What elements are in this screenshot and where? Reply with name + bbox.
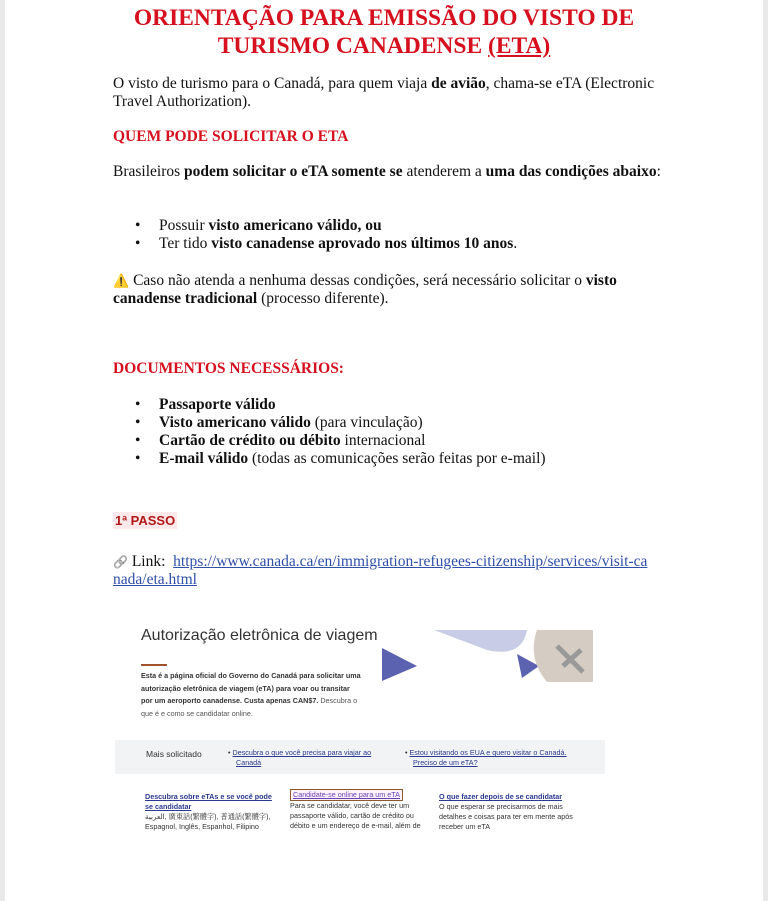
list-item: • Possuir visto americano válido, ou bbox=[113, 217, 673, 235]
apply-online-link[interactable]: Candidate-se online para um eTA bbox=[290, 789, 403, 801]
list-item: • E-mail válido (todas as comunicações serão feitas por e-mail) bbox=[113, 450, 673, 468]
warning-paragraph: ⚠️ Caso não atenda a nenhuma dessas condições, será necessário solicitar o visto canadense tradicional (processo diferente). bbox=[113, 272, 617, 307]
list-item: • Visto americano válido (para vinculação) bbox=[113, 414, 673, 432]
card: O que fazer depois de se candidatar O que esperar se precisarmos de mais detalhes e coisas para ter em mente após receber um eTA bbox=[439, 792, 573, 831]
link-icon: 🔗 bbox=[113, 555, 128, 569]
section-heading-eligibility: QUEM PODE SOLICITAR O ETA bbox=[113, 128, 349, 145]
document-page bbox=[5, 0, 763, 901]
section-heading-documents: DOCUMENTOS NECESSÁRIOS: bbox=[113, 360, 344, 377]
quick-link[interactable]: Estou visitando os EUA e quero visitar o Canadá. Preciso de um eTA? bbox=[409, 748, 567, 767]
embedded-screenshot: Autorização eletrônica de viagem Esta é a página oficial do Governo do Canadá para solicitar uma autorização eletrônica de viagem (eTA) para voar ou transitar por um aeroporto canadense. Custa apenas CAN$7. Descubra o que é e como se candidatar online. Mais solicitado • Descubra o que você precisa para viajar ao Canadá • Estou visitando os EUA e quero visitar o Canadá. Preciso de um eTA? Descubra sobre eTAs e se você pode se candidatar العربية, 廣東話(繁體字), 普通話(繁體字), Espagnol, Inglês, Espanhol, Filipino Candidate-se online para um eTA Para se candidatar, você deve ter um passaporte válido, cartão de crédito ou débito e um endereço de e-mail, além de O que fazer depois de se candidatar O que esperar se precisarmos de mais detalhes e coisas para ter em mente após receber um eTA bbox=[115, 620, 605, 832]
intro-paragraph: O visto de turismo para o Canadá, para quem viaja de avião, chama-se eTA (Electronic Travel Authorization). bbox=[113, 75, 655, 110]
card: Descubra sobre eTAs e se você pode se candidatar العربية, 廣東話(繁體字), 普通話(繁體字), Espagnol, Inglês, Espanhol, Filipino bbox=[145, 792, 272, 831]
documents-list bbox=[113, 396, 673, 468]
step-label: 1ª PASSO bbox=[115, 513, 176, 528]
screenshot-description: Esta é a página oficial do Governo do Canadá para solicitar uma autorização eletrônica de viagem (eTA) para voar ou transitar por um aeroporto canadense. Custa apenas CAN$7. Descubra o que é e como se candidatar online. bbox=[141, 671, 361, 718]
page-title: ORIENTAÇÃO PARA EMISSÃO DO VISTO DE TURISMO CANADENSE (ETA) bbox=[133, 5, 635, 59]
warning-icon: ⚠️ bbox=[113, 273, 130, 288]
airplane-banner-image bbox=[377, 628, 593, 684]
link-paragraph: 🔗 Link: https://www.canada.ca/en/immigration-refugees-citizenship/services/visit-canada/eta.html bbox=[113, 553, 648, 588]
list-item: • Cartão de crédito ou débito internacional bbox=[113, 432, 673, 450]
screenshot-title: Autorização eletrônica de viagem bbox=[141, 627, 378, 644]
eligibility-paragraph: Brasileiros podem solicitar o eTA somente se atenderem a uma das condições abaixo: bbox=[113, 163, 661, 180]
title-underline bbox=[141, 664, 167, 666]
list-item: • Passaporte válido bbox=[113, 396, 673, 414]
quick-link[interactable]: Descubra o que você precisa para viajar ao Canadá bbox=[232, 748, 372, 767]
eta-url-link[interactable]: https://www.canada.ca/en/immigration-refugees-citizenship/services/visit-canada/eta.html bbox=[113, 553, 648, 588]
list-item: • Ter tido visto canadense aprovado nos últimos 10 anos. bbox=[113, 235, 673, 253]
eligibility-list bbox=[113, 217, 673, 253]
card: Candidate-se online para um eTA Para se candidatar, você deve ter um passaporte válido, cartão de crédito ou débito e um endereço de e-mail, além de bbox=[290, 790, 421, 830]
most-requested-label: Mais solicitado bbox=[146, 749, 202, 759]
